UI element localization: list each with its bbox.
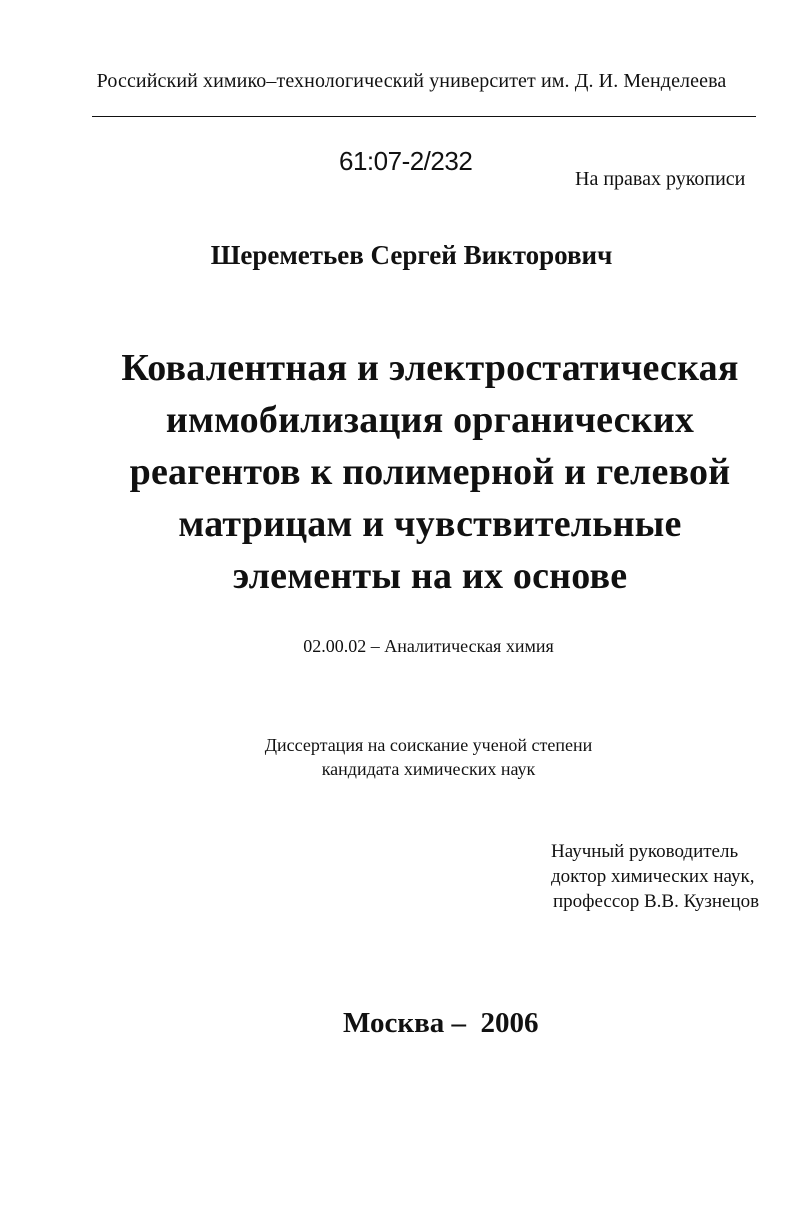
institution-name: Российский химико–технологический университет им. Д. И. Менделеева (96, 70, 727, 92)
supervisor-line: Научный руководитель (551, 841, 739, 862)
specialty-code: 02.00.02 – Аналитическая химия (303, 636, 554, 656)
header-divider (92, 116, 756, 117)
title-line: элементы на их основе (232, 555, 628, 597)
title-line: реагентов к полимерной и гелевой (129, 451, 731, 493)
degree-line: Диссертация на соискание ученой степени (264, 735, 593, 755)
supervisor-block (551, 839, 759, 914)
rights-note: На правах рукописи (575, 168, 746, 190)
supervisor-line: профессор В.В. Кузнецов (553, 891, 760, 912)
city-year: Москва – 2006 (343, 1007, 539, 1039)
author-name: Шереметьев Сергей Викторович (210, 240, 613, 270)
title-line: матрицам и чувствительные (178, 503, 682, 545)
degree-statement (0, 733, 793, 781)
catalog-stamp: 61:07-2/232 (339, 146, 473, 176)
title-line: иммобилизация органических (165, 399, 695, 441)
supervisor-line: доктор химических наук, (551, 866, 755, 887)
degree-line: кандидата химических наук (321, 759, 536, 779)
dissertation-title (80, 342, 780, 602)
title-line: Ковалентная и электростатическая (121, 347, 739, 389)
